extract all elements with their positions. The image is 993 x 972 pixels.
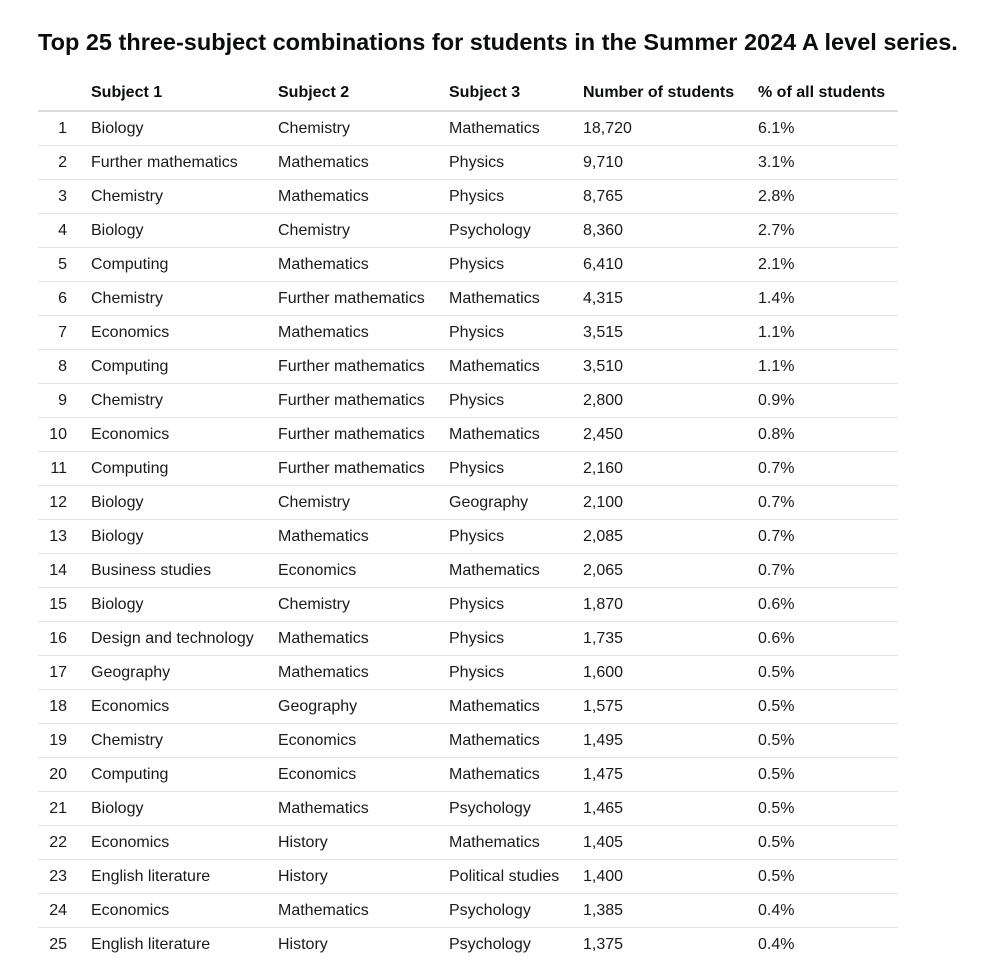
rank-cell: 21	[38, 792, 91, 826]
header-number-of-students: Number of students	[583, 76, 758, 111]
percent-of-students-cell: 0.4%	[758, 935, 795, 953]
table-row	[38, 248, 898, 282]
table-row	[38, 282, 898, 316]
table-body	[38, 111, 898, 961]
table-row	[38, 588, 898, 622]
subject-2-cell: Further mathematics	[278, 384, 449, 418]
subject-2-cell: Further mathematics	[278, 452, 449, 486]
percent-of-students-cell: 0.6%	[758, 588, 898, 622]
subject-3-cell: Physics	[449, 588, 583, 622]
subject-2-cell: Further mathematics	[278, 418, 449, 452]
number-of-students-cell: 3,515	[583, 316, 758, 350]
table-row	[38, 894, 898, 928]
page-title: Top 25 three-subject combinations for students in the Summer 2024 A level series.	[38, 29, 958, 55]
percent-of-students-cell: 1.1%	[758, 316, 898, 350]
subject-3-cell: Physics	[449, 520, 583, 554]
subject-2-cell: Mathematics	[278, 894, 449, 928]
rank-cell: 7	[38, 316, 91, 350]
subject-2-cell: History	[278, 935, 328, 953]
number-of-students-cell: 1,870	[583, 588, 758, 622]
subject-3-cell: Psychology	[449, 935, 531, 953]
subject-3-cell: Mathematics	[449, 111, 583, 146]
subject-3-cell: Physics	[449, 146, 583, 180]
table-row	[38, 180, 898, 214]
subject-2-cell: Mathematics	[278, 656, 449, 690]
combinations-table	[38, 76, 898, 961]
percent-of-students-cell: 0.5%	[758, 792, 898, 826]
percent-of-students-cell: 2.8%	[758, 180, 898, 214]
subject-1-cell: Chemistry	[91, 180, 278, 214]
percent-of-students-cell: 3.1%	[758, 146, 898, 180]
subject-3-cell: Geography	[449, 486, 583, 520]
number-of-students-cell: 2,065	[583, 554, 758, 588]
subject-1-cell: Computing	[91, 248, 278, 282]
rank-cell: 18	[38, 690, 91, 724]
number-of-students-cell: 1,735	[583, 622, 758, 656]
rank-cell: 9	[38, 384, 91, 418]
rank-cell: 23	[38, 860, 91, 894]
subject-2-cell: Further mathematics	[278, 350, 449, 384]
header-subject-1: Subject 1	[91, 76, 278, 111]
subject-1-cell: Design and technology	[91, 622, 278, 656]
subject-2-cell: Economics	[278, 554, 449, 588]
number-of-students-cell: 8,765	[583, 180, 758, 214]
subject-3-cell: Mathematics	[449, 724, 583, 758]
rank-cell: 5	[38, 248, 91, 282]
table-row	[38, 656, 898, 690]
rank-cell: 17	[38, 656, 91, 690]
subject-2-cell: History	[278, 860, 449, 894]
subject-2-cell: Chemistry	[278, 588, 449, 622]
subject-3-cell: Mathematics	[449, 282, 583, 316]
rank-cell: 14	[38, 554, 91, 588]
subject-2-cell: Mathematics	[278, 316, 449, 350]
number-of-students-cell: 1,600	[583, 656, 758, 690]
rank-cell: 22	[38, 826, 91, 860]
subject-1-cell: Economics	[91, 418, 278, 452]
rank-cell: 10	[38, 418, 91, 452]
number-of-students-cell: 1,375	[583, 935, 624, 953]
rank-cell: 16	[38, 622, 91, 656]
rank-cell: 2	[38, 146, 91, 180]
table-row	[38, 724, 898, 758]
subject-2-cell: History	[278, 826, 449, 860]
subject-3-cell: Mathematics	[449, 758, 583, 792]
subject-3-cell: Political studies	[449, 860, 583, 894]
subject-1-cell: Geography	[91, 656, 278, 690]
subject-2-cell: Chemistry	[278, 214, 449, 248]
percent-of-students-cell: 0.5%	[758, 860, 898, 894]
number-of-students-cell: 2,100	[583, 486, 758, 520]
subject-1-cell: Biology	[91, 214, 278, 248]
rank-cell: 25	[49, 935, 67, 953]
number-of-students-cell: 1,495	[583, 724, 758, 758]
subject-3-cell: Mathematics	[449, 826, 583, 860]
subject-1-cell: Further mathematics	[91, 146, 278, 180]
subject-2-cell: Chemistry	[278, 486, 449, 520]
subject-1-cell: Biology	[91, 520, 278, 554]
table-row	[38, 111, 898, 146]
subject-1-cell: English literature	[91, 935, 211, 953]
subject-3-cell: Physics	[449, 452, 583, 486]
subject-3-cell: Psychology	[449, 792, 583, 826]
rank-cell: 15	[38, 588, 91, 622]
table-row	[38, 316, 898, 350]
subject-1-cell: Biology	[91, 588, 278, 622]
subject-2-cell: Economics	[278, 724, 449, 758]
number-of-students-cell: 2,450	[583, 418, 758, 452]
percent-of-students-cell: 0.6%	[758, 622, 898, 656]
subject-1-cell: Economics	[91, 826, 278, 860]
header-subject-2: Subject 2	[278, 76, 449, 111]
subject-1-cell: Chemistry	[91, 724, 278, 758]
subject-2-cell: Geography	[278, 690, 449, 724]
subject-1-cell: English literature	[91, 860, 278, 894]
subject-2-cell: Mathematics	[278, 146, 449, 180]
number-of-students-cell: 3,510	[583, 350, 758, 384]
subject-2-cell: Economics	[278, 758, 449, 792]
rank-cell: 13	[38, 520, 91, 554]
table-row	[38, 214, 898, 248]
percent-of-students-cell: 0.5%	[758, 724, 898, 758]
rank-cell: 6	[38, 282, 91, 316]
table-row	[38, 622, 898, 656]
subject-2-cell: Chemistry	[278, 111, 449, 146]
percent-of-students-cell: 0.5%	[758, 826, 898, 860]
table-row	[38, 554, 898, 588]
rank-cell: 1	[38, 111, 91, 146]
percent-of-students-cell: 0.7%	[758, 520, 898, 554]
subject-1-cell: Biology	[91, 486, 278, 520]
subject-3-cell: Physics	[449, 656, 583, 690]
number-of-students-cell: 1,385	[583, 894, 758, 928]
percent-of-students-cell: 0.5%	[758, 758, 898, 792]
rank-cell: 4	[38, 214, 91, 248]
table-row	[38, 384, 898, 418]
number-of-students-cell: 1,405	[583, 826, 758, 860]
subject-3-cell: Mathematics	[449, 350, 583, 384]
subject-3-cell: Mathematics	[449, 554, 583, 588]
rank-cell: 24	[38, 894, 91, 928]
subject-1-cell: Economics	[91, 894, 278, 928]
subject-3-cell: Physics	[449, 248, 583, 282]
number-of-students-cell: 1,575	[583, 690, 758, 724]
subject-1-cell: Economics	[91, 316, 278, 350]
number-of-students-cell: 1,475	[583, 758, 758, 792]
header-row	[38, 76, 898, 111]
subject-1-cell: Chemistry	[91, 282, 278, 316]
table-row	[38, 350, 898, 384]
number-of-students-cell: 9,710	[583, 146, 758, 180]
number-of-students-cell: 8,360	[583, 214, 758, 248]
percent-of-students-cell: 2.1%	[758, 248, 898, 282]
table-row	[38, 452, 898, 486]
subject-1-cell: Biology	[91, 111, 278, 146]
header-percent-of-students: % of all students	[758, 76, 898, 111]
subject-2-cell: Mathematics	[278, 180, 449, 214]
subject-3-cell: Psychology	[449, 214, 583, 248]
percent-of-students-cell: 0.7%	[758, 486, 898, 520]
subject-1-cell: Computing	[91, 452, 278, 486]
percent-of-students-cell: 0.9%	[758, 384, 898, 418]
percent-of-students-cell: 0.8%	[758, 418, 898, 452]
subject-2-cell: Mathematics	[278, 622, 449, 656]
table-row	[38, 860, 898, 894]
number-of-students-cell: 2,085	[583, 520, 758, 554]
table-row	[38, 418, 898, 452]
table-row	[38, 826, 898, 860]
percent-of-students-cell: 1.4%	[758, 282, 898, 316]
percent-of-students-cell: 0.5%	[758, 656, 898, 690]
table-header	[38, 76, 898, 111]
percent-of-students-cell: 6.1%	[758, 111, 898, 146]
header-subject-3: Subject 3	[449, 76, 583, 111]
rank-cell: 20	[38, 758, 91, 792]
percent-of-students-cell: 0.4%	[758, 894, 898, 928]
number-of-students-cell: 1,400	[583, 860, 758, 894]
subject-1-cell: Computing	[91, 350, 278, 384]
subject-2-cell: Mathematics	[278, 520, 449, 554]
number-of-students-cell: 4,315	[583, 282, 758, 316]
subject-1-cell: Biology	[91, 792, 278, 826]
percent-of-students-cell: 0.7%	[758, 452, 898, 486]
subject-2-cell: Mathematics	[278, 248, 449, 282]
table-row	[38, 758, 898, 792]
rank-cell: 11	[38, 452, 91, 486]
subject-1-cell: Computing	[91, 758, 278, 792]
subject-2-cell: Further mathematics	[278, 282, 449, 316]
rank-cell: 3	[38, 180, 91, 214]
subject-3-cell: Mathematics	[449, 690, 583, 724]
subject-3-cell: Physics	[449, 316, 583, 350]
subject-1-cell: Economics	[91, 690, 278, 724]
percent-of-students-cell: 0.7%	[758, 554, 898, 588]
subject-3-cell: Physics	[449, 384, 583, 418]
table-row	[38, 928, 898, 962]
subject-3-cell: Physics	[449, 180, 583, 214]
percent-of-students-cell: 2.7%	[758, 214, 898, 248]
subject-3-cell: Mathematics	[449, 418, 583, 452]
rank-cell: 19	[38, 724, 91, 758]
number-of-students-cell: 6,410	[583, 248, 758, 282]
table-row	[38, 792, 898, 826]
number-of-students-cell: 2,800	[583, 384, 758, 418]
table-row	[38, 486, 898, 520]
percent-of-students-cell: 1.1%	[758, 350, 898, 384]
subject-1-cell: Chemistry	[91, 384, 278, 418]
subject-2-cell: Mathematics	[278, 792, 449, 826]
number-of-students-cell: 18,720	[583, 111, 758, 146]
subject-3-cell: Psychology	[449, 894, 583, 928]
rank-cell: 12	[38, 486, 91, 520]
number-of-students-cell: 2,160	[583, 452, 758, 486]
rank-cell: 8	[38, 350, 91, 384]
percent-of-students-cell: 0.5%	[758, 690, 898, 724]
header-rank	[38, 76, 91, 111]
table-row	[38, 690, 898, 724]
table-row	[38, 520, 898, 554]
table-row	[38, 146, 898, 180]
number-of-students-cell: 1,465	[583, 792, 758, 826]
subject-3-cell: Physics	[449, 622, 583, 656]
subject-1-cell: Business studies	[91, 554, 278, 588]
